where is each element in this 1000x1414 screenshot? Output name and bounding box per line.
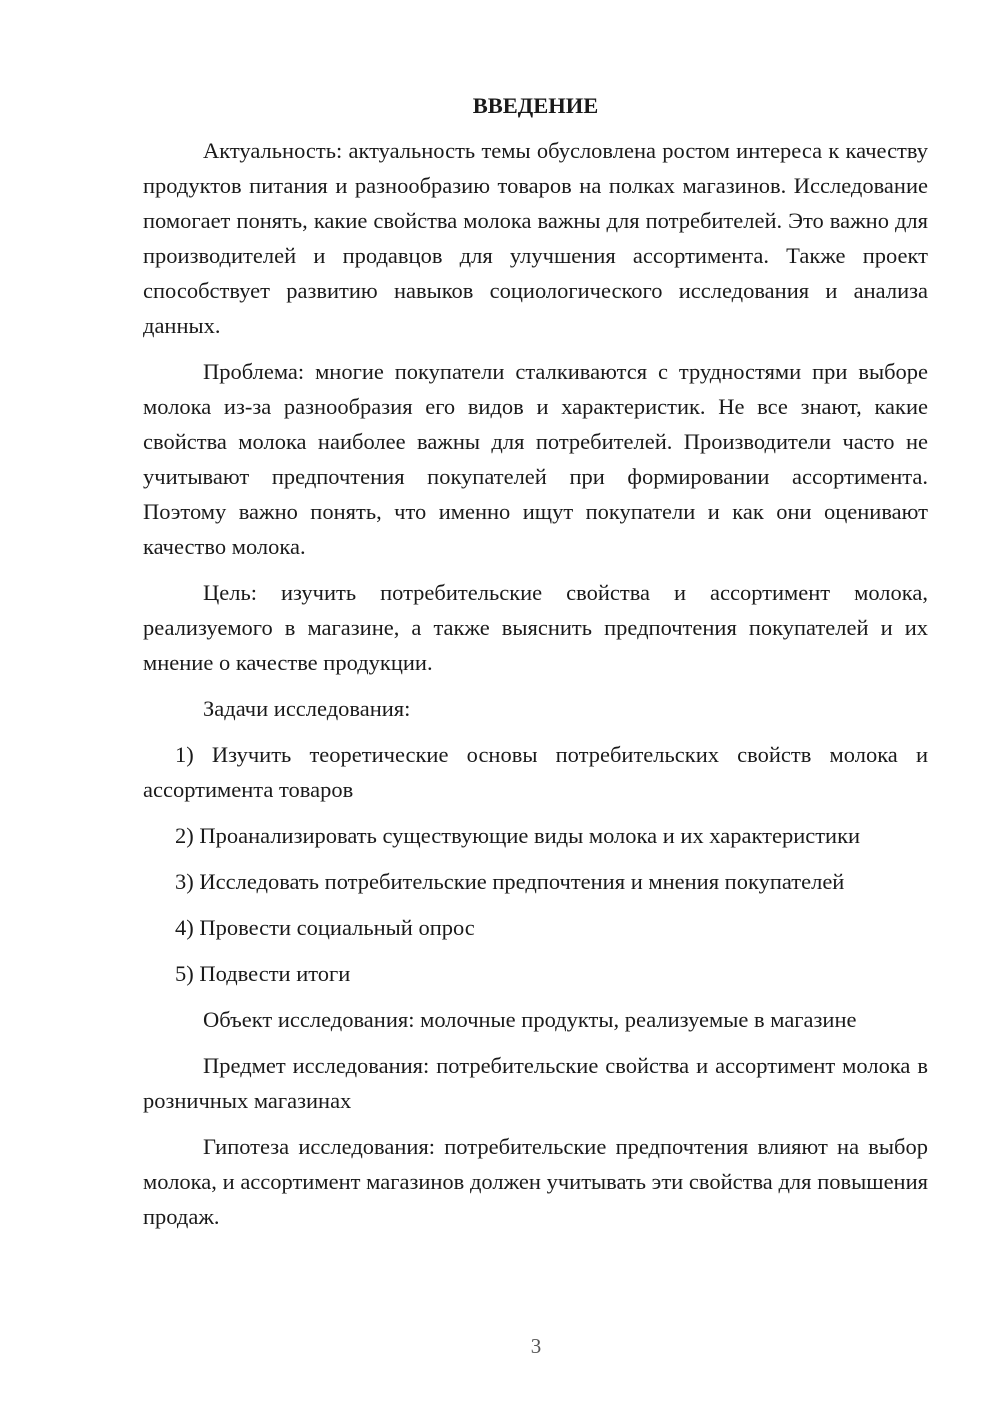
tasks-heading: Задачи исследования:: [203, 696, 411, 721]
section-title: ВВЕДЕНИЕ: [472, 93, 599, 118]
goal-paragraph: Цель: изучить потребительские свойства и ассортимент молока, реализуемого в магазине, а также выяснить предпочтения покупателей и их мнение о качестве продукции.: [143, 580, 928, 675]
relevance-paragraph: Актуальность: актуальность темы обусловлена ростом интереса к качеству продуктов питания и разнообразию товаров на полках магазинов. Исследование помогает понять, какие свойства молока важны для потребителей. Это важно для производителей и продавцов для улучшения ассортимента. Также проект способствует развитию навыков социологического исследования и анализа данных.: [143, 138, 928, 338]
page-number: 3: [530, 1334, 542, 1358]
task-item-5: 5) Подвести итоги: [175, 961, 351, 986]
hypothesis-paragraph: Гипотеза исследования: потребительские предпочтения влияют на выбор молока, и ассортимент магазинов должен учитывать эти свойства для повышения продаж.: [143, 1134, 928, 1229]
task-item-3: 3) Исследовать потребительские предпочтения и мнения покупателей: [175, 869, 845, 894]
document-page: [143, 88, 928, 1245]
subject-paragraph: Предмет исследования: потребительские свойства и ассортимент молока в розничных магазинах: [143, 1053, 928, 1113]
task-item-1: 1) Изучить теоретические основы потребительских свойств молока и ассортимента товаров: [143, 742, 928, 802]
task-item-4: 4) Провести социальный опрос: [175, 915, 475, 940]
object-paragraph: Объект исследования: молочные продукты, реализуемые в магазине: [203, 1007, 857, 1032]
task-item-2: 2) Проанализировать существующие виды молока и их характеристики: [175, 823, 861, 848]
problem-paragraph: Проблема: многие покупатели сталкиваются с трудностями при выборе молока из-за разнообразия его видов и характеристик. Не все знают, какие свойства молока наиболее важны для потребителей. Производители часто не учитывают предпочтения покупателей при формировании ассортимента. Поэтому важно понять, что именно ищут покупатели и как они оценивают качество молока.: [143, 359, 928, 559]
